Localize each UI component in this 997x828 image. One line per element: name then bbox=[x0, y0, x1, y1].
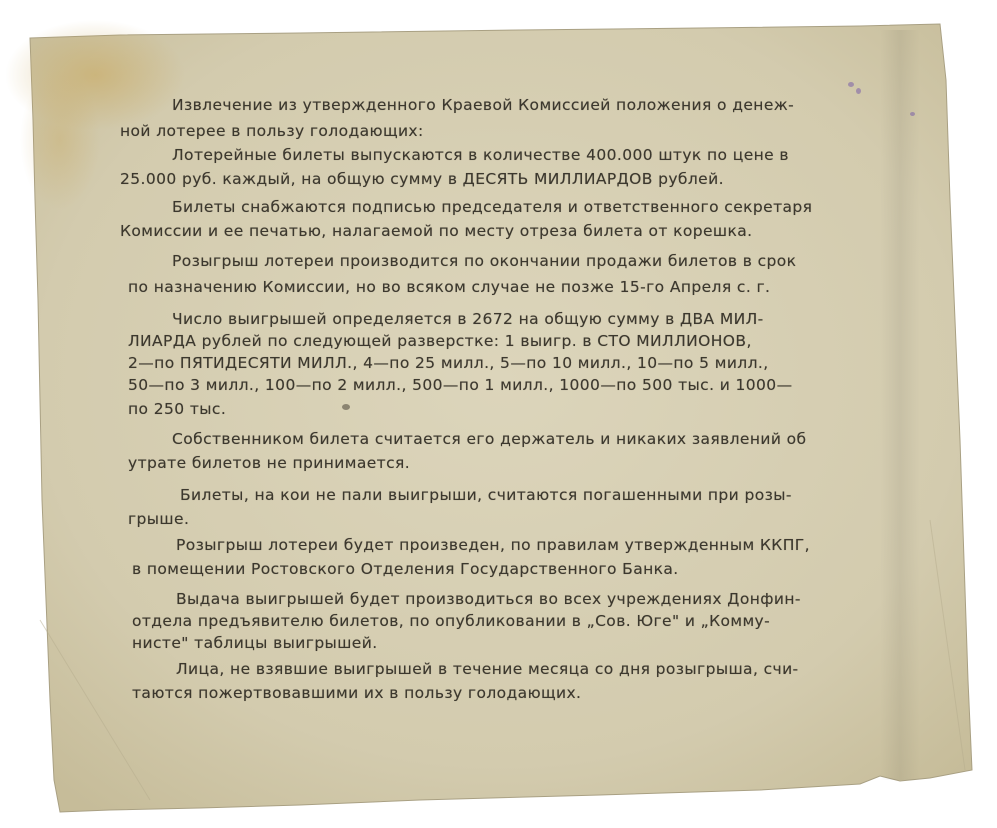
text-line: Билеты, на кои не пали выигрыши, считаются погашенными при розы- bbox=[180, 486, 792, 504]
text-line: 2—по ПЯТИДЕСЯТИ МИЛЛ., 4—по 25 милл., 5—по 10 милл., 10—по 5 милл., bbox=[128, 354, 769, 372]
text-line: отдела предъявителю билетов, по опубликовании в „Сов. Юге" и „Комму- bbox=[132, 612, 771, 630]
text-line: Собственником билета считается его держатель и никаких заявлений об bbox=[172, 430, 807, 448]
text-line: Розыгрыш лотереи будет произведен, по правилам утвержденным ККПГ, bbox=[176, 536, 810, 554]
text-line: Лица, не взявшие выигрышей в течение месяца со дня розыгрыша, счи- bbox=[176, 660, 799, 678]
text-line: Выдача выигрышей будет производиться во всех учреждениях Донфин- bbox=[176, 590, 801, 608]
text-line: Комиссии и ее печатью, налагаемой по месту отреза билета от корешка. bbox=[120, 222, 753, 240]
text-line: утрате билетов не принимается. bbox=[128, 454, 411, 472]
text-line: Розыгрыш лотереи производится по окончании продажи билетов в срок bbox=[172, 252, 797, 270]
text-line: Билеты снабжаются подписью председателя и ответственного секретаря bbox=[172, 198, 813, 216]
text-line: ной лотерее в пользу голодающих: bbox=[120, 122, 424, 140]
text-line: Число выигрышей определяется в 2672 на общую сумму в ДВА МИЛ- bbox=[172, 310, 764, 328]
text-line: в помещении Ростовского Отделения Государственного Банка. bbox=[132, 560, 679, 578]
text-line: по назначению Комиссии, но во всяком случае не позже 15-го Апреля с. г. bbox=[128, 278, 771, 296]
text-line: по 250 тыс. bbox=[128, 400, 227, 418]
text-line: грыше. bbox=[128, 510, 190, 528]
text-line: 50—по 3 милл., 100—по 2 милл., 500—по 1 милл., 1000—по 500 тыс. и 1000— bbox=[128, 376, 793, 394]
text-line: Лотерейные билеты выпускаются в количестве 400.000 штук по цене в bbox=[172, 146, 789, 164]
text-line: Извлечение из утвержденного Краевой Комиссией положения о денеж- bbox=[172, 96, 795, 114]
text-line: 25.000 руб. каждый, на общую сумму в ДЕСЯТЬ МИЛЛИАРДОВ рублей. bbox=[120, 170, 724, 188]
text-line: таются пожертвовавшими их в пользу голодающих. bbox=[132, 684, 582, 702]
text-line: нисте" таблицы выигрышей. bbox=[132, 634, 378, 652]
text-line: ЛИАРДА рублей по следующей разверстке: 1 выигр. в СТО МИЛЛИОНОВ, bbox=[128, 332, 752, 350]
